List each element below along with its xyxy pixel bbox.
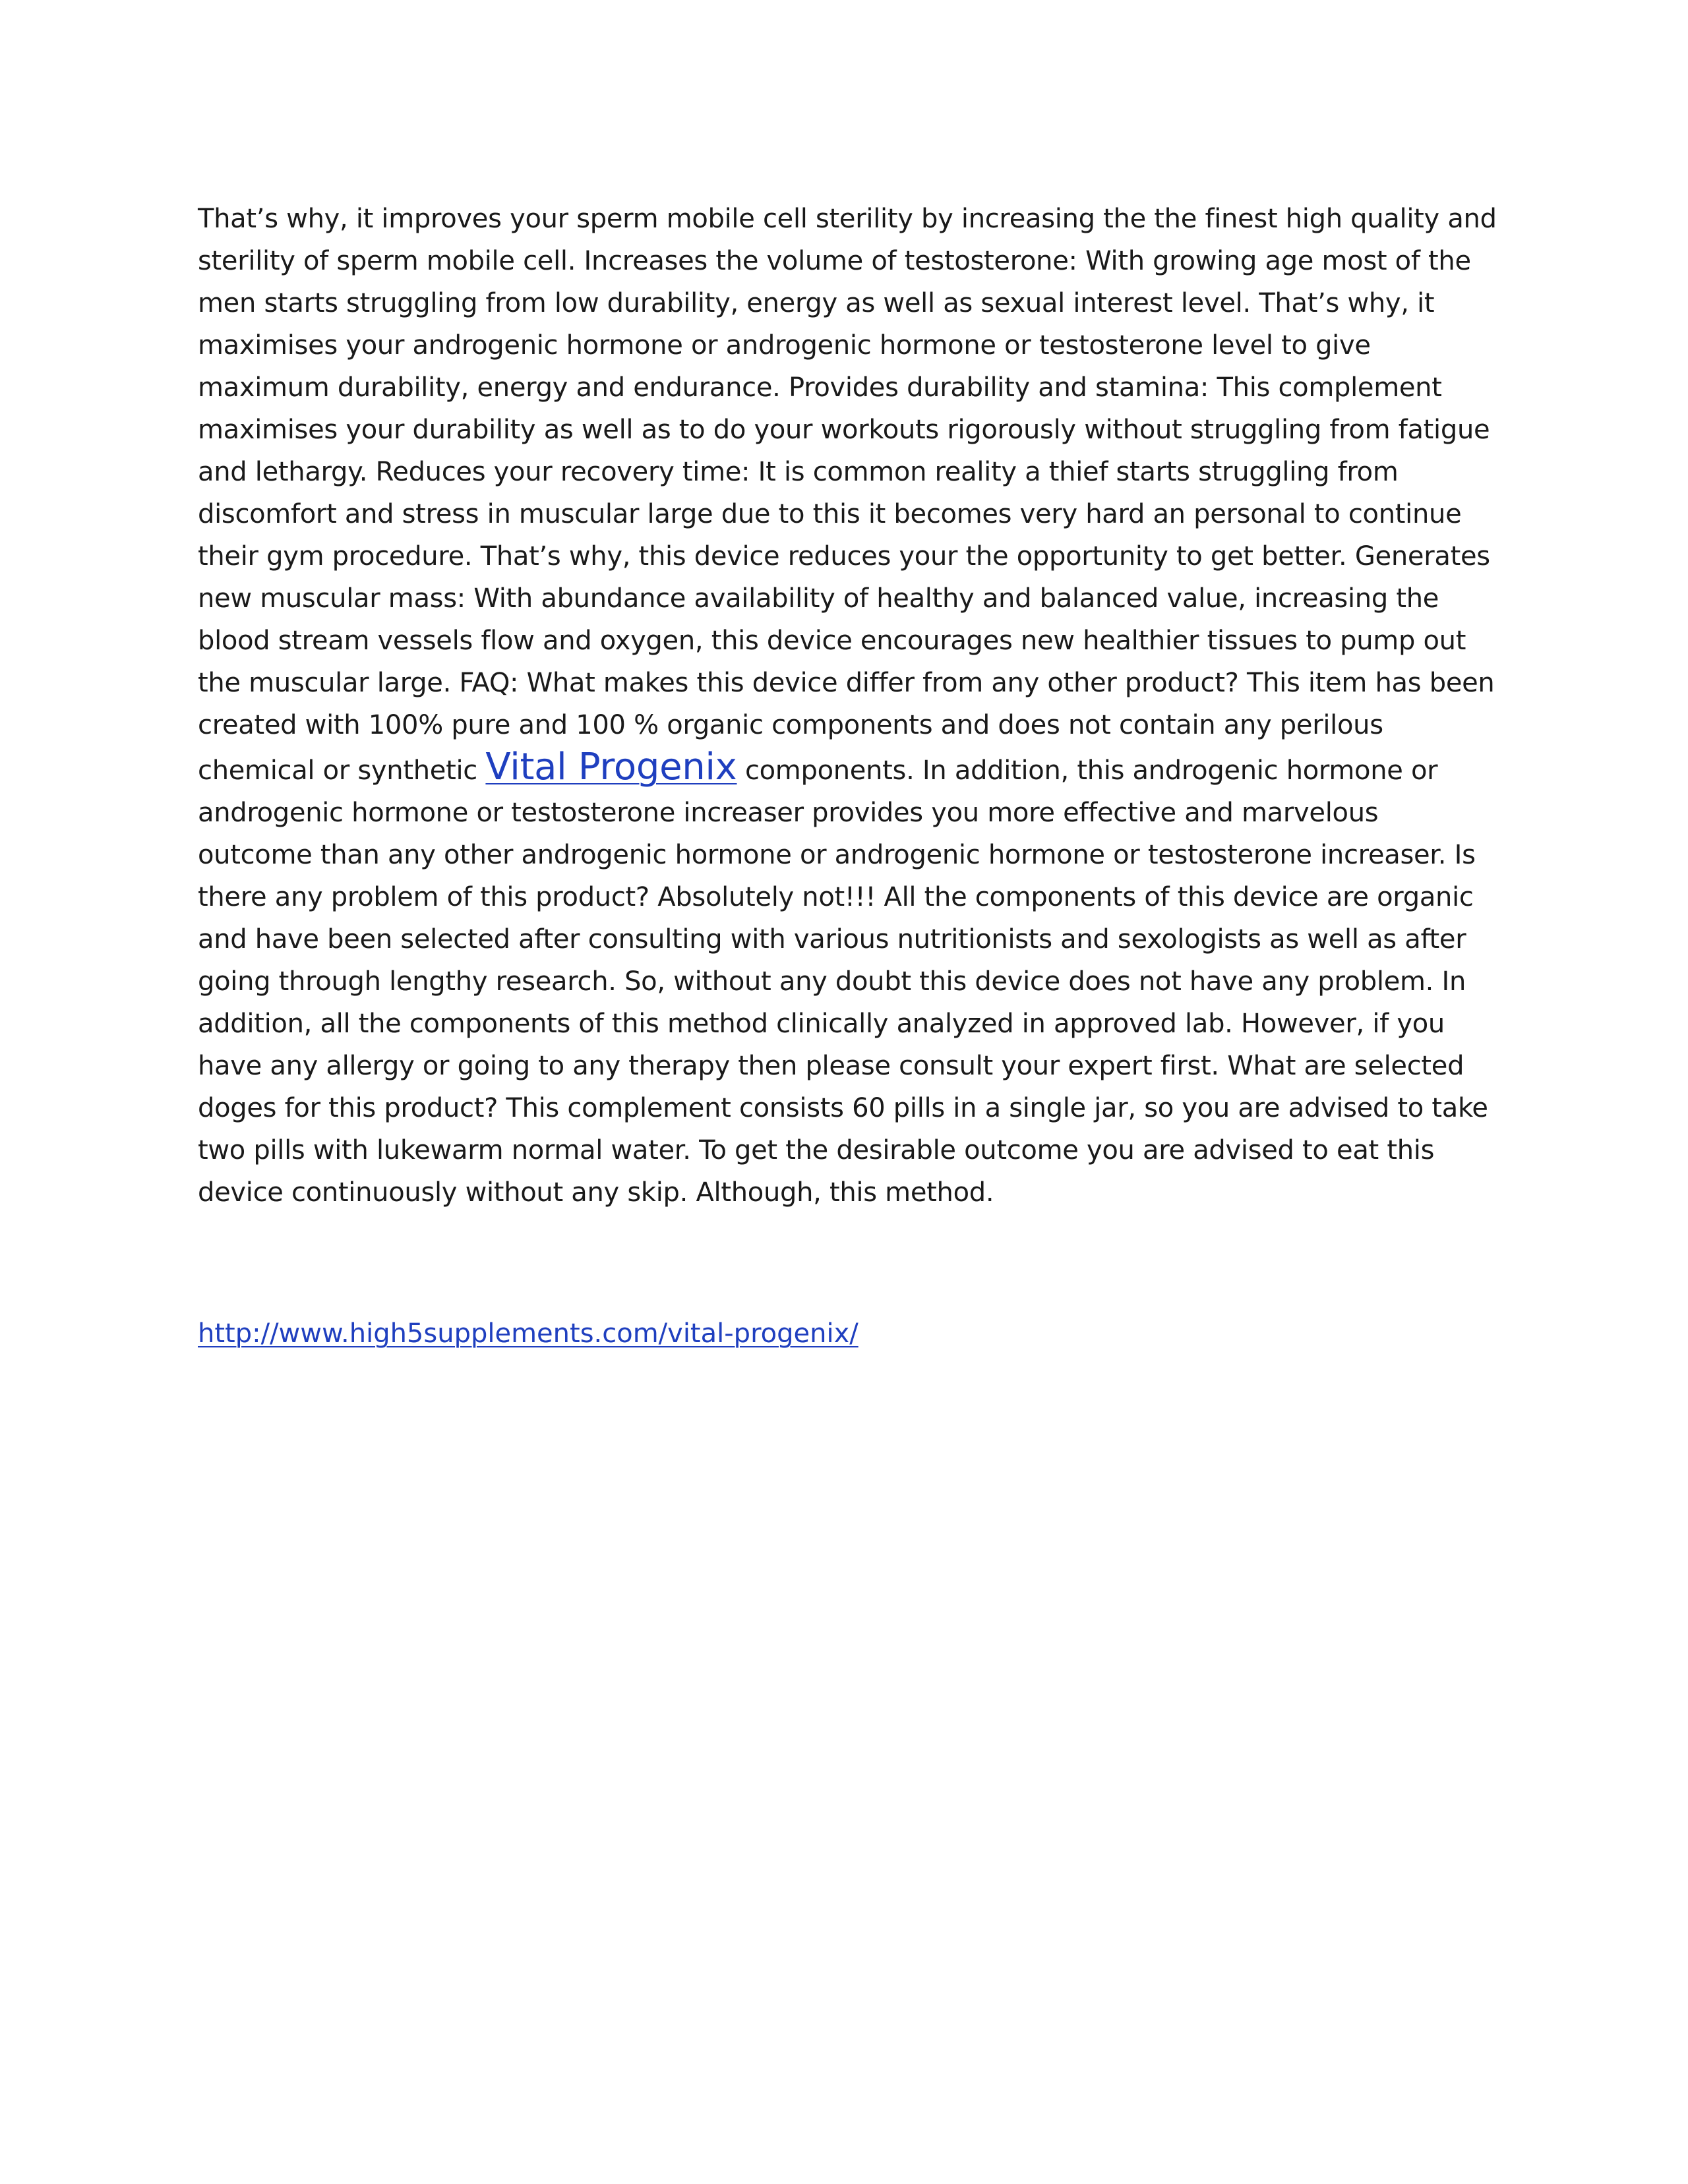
paragraph-text-before-link: That’s why, it improves your sperm mobile cell sterility by increasing the the finest high quality and sterility of sperm mobile cell. Increases the volume of testosterone: With growing age most of the men starts struggling from low durability, energy as well as sexual interest level. That’s why, it maximises your androgenic hormone or androgenic hormone or testosterone level to give maximum durability, energy and endurance. Provides durability and stamina: This complement maximises your durability as well as to do your workouts rigorously without struggling from fatigue and lethargy. Reduces your recovery time: It is common reality a thief starts struggling from discomfort and stress in muscular large due to this it becomes very hard an personal to continue their gym procedure. That’s why, this device reduces your the opportunity to get better. Generates new muscular mass: With abundance availability of healthy and balanced value, increasing the blood stream vessels flow and oxygen, this device encourages new healthier tissues to pump out the muscular large. FAQ: What makes this device differ from any other product? This item has been created with 100% pure and 100 % organic components and does not contain any perilous chemical or synthetic: [198, 204, 1497, 786]
document-body: [198, 198, 1497, 1355]
body-paragraph: [198, 198, 1497, 1214]
paragraph-text-after-link: components. In addition, this androgenic hormone or androgenic hormone or testosterone increaser provides you more effective and marvelous outcome than any other androgenic hormone or androgenic hormone or testosterone increaser. Is there any problem of this product? Absolutely not!!! All the components of this device are organic and have been selected after consulting with various nutritionists and sexologists as well as after going through lengthy research. So, without any doubt this device does not have any problem. In addition, all the components of this method clinically analyzed in approved lab. However, if you have any allergy or going to any therapy then please consult your expert first. What are selected doges for this product? This complement consists 60 pills in a single jar, so you are advised to take two pills with lukewarm normal water. To get the desirable outcome you are advised to eat this device continuously without any skip. Although, this method.: [198, 755, 1488, 1208]
vital-progenix-link[interactable]: Vital Progenix: [485, 746, 737, 788]
product-url-link[interactable]: http://www.high5supplements.com/vital-progenix/: [198, 1318, 859, 1349]
